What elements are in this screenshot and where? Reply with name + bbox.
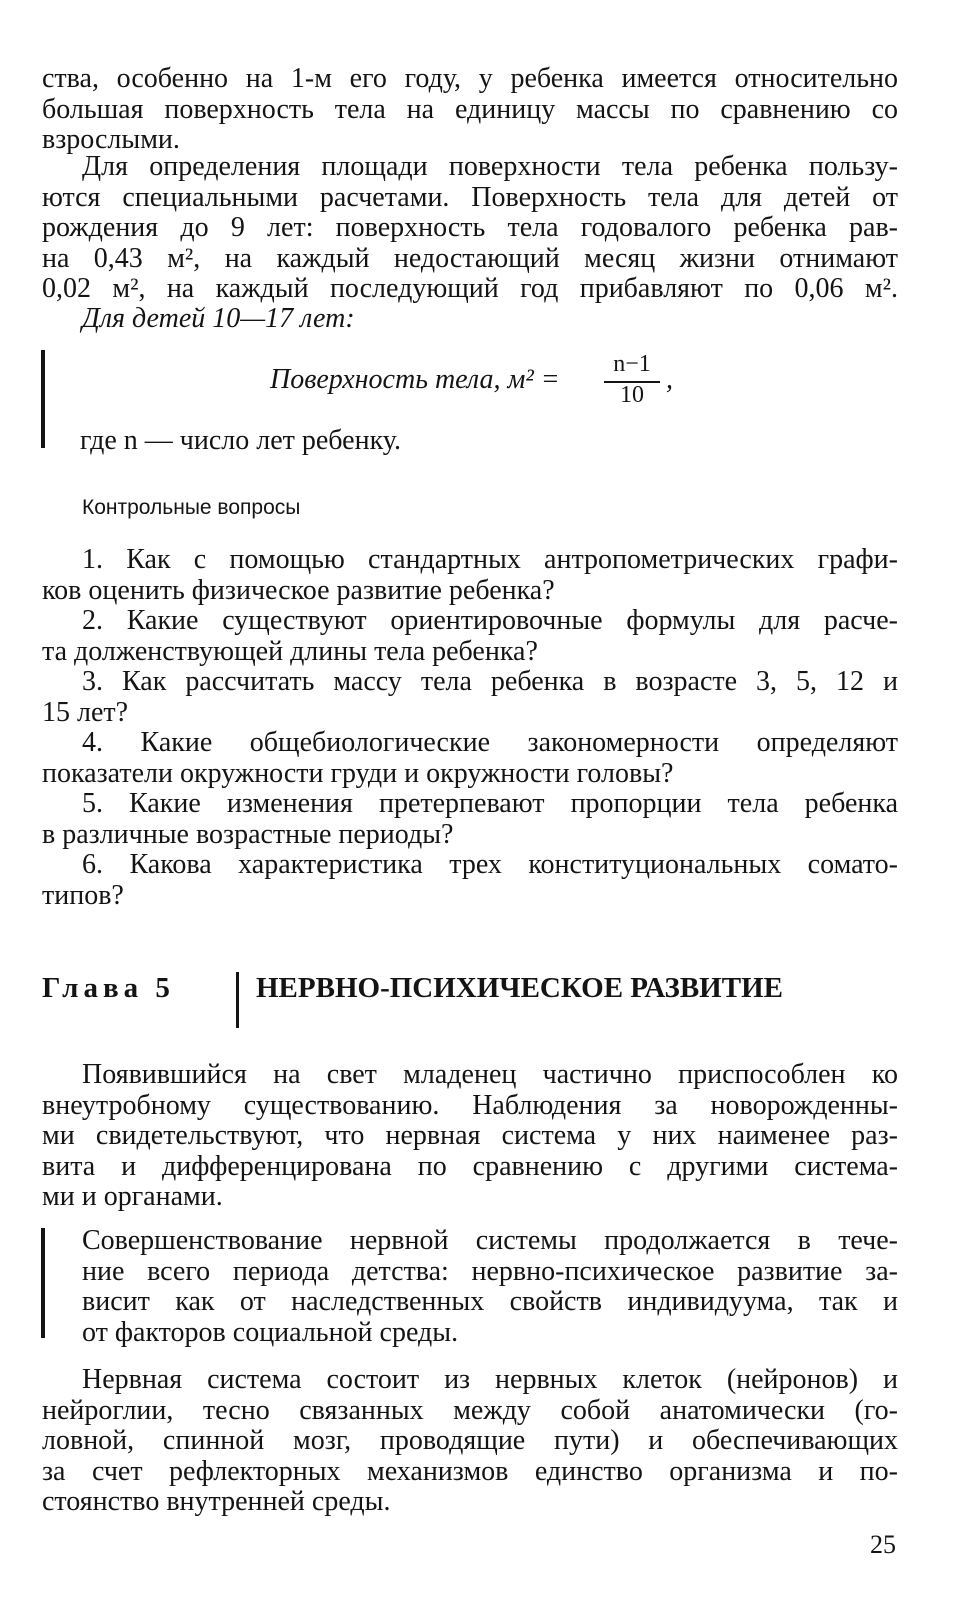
text-line: от факторов социальной среды. [82, 1316, 459, 1348]
formula-denominator: 10 [620, 382, 644, 408]
chapter-label: Глава 5 [42, 972, 175, 1004]
text-line: стоянство внутренней среды. [42, 1486, 391, 1517]
older-children-label: Для детей 10—17 лет: [82, 303, 355, 334]
text-line: Для определения площади поверхности тела ребенка пользу- [82, 151, 898, 182]
text-line: ние всего периода детства: нервно-психическое развитие за- [82, 1255, 898, 1287]
text-line: рождения до 9 лет: поверхность тела годовалого ребенка рав- [42, 212, 898, 243]
text-line: ков оценить физическое развитие ребенка? [42, 574, 555, 606]
text-line: за счет рефлекторных механизмов единство организма и по- [42, 1455, 898, 1487]
chapter-paragraph-3 [42, 1365, 898, 1518]
text-line: 3. Как рассчитать массу тела ребенка в возрасте 3, 5, 12 и [82, 666, 898, 697]
text-line: Появившийся на свет младенец частично приспособлен ко [82, 1059, 898, 1090]
chapter-title: НЕРВНО-ПСИХИЧЕСКОЕ РАЗВИТИЕ [256, 972, 783, 1004]
text-line: 1. Как с помощью стандартных антропометрических графи- [82, 544, 898, 575]
formula-comma: , [666, 364, 673, 395]
text-line: показатели окружности груди и окружности головы? [42, 757, 674, 789]
text-line: висит как от наследственных свойств индивидуума, так и [82, 1286, 898, 1317]
paragraph-continuation [42, 64, 898, 156]
chapter-paragraph-2 [82, 1226, 898, 1348]
text-line: 0,02 м², на каждый последующий год прибавляют по 0,06 м². [42, 273, 898, 304]
margin-bar-highlight [41, 1228, 45, 1338]
question-item [42, 789, 898, 850]
question-item [42, 545, 898, 606]
text-line: на 0,43 м², на каждый недостающий месяц жизни отнимают [42, 242, 898, 274]
questions-heading: Контрольные вопросы [82, 496, 301, 519]
paragraph-body-surface [42, 152, 898, 305]
text-line: 6. Какова характеристика трех конституциональных сомато- [82, 849, 898, 880]
question-item [42, 606, 898, 667]
page-number: 25 [870, 1530, 896, 1559]
chapter-divider [236, 972, 239, 1028]
text-line: 2. Какие существуют ориентировочные формулы для расче- [82, 605, 898, 636]
text-line: ются специальными расчетами. Поверхность тела для детей от [42, 181, 898, 213]
question-item [42, 667, 898, 728]
questions-list [42, 545, 898, 911]
text-line: внеутробному существованию. Наблюдения за новорожденны- [42, 1089, 898, 1121]
text-line: нейроглии, тесно связанных между собой анатомически (го- [42, 1394, 898, 1426]
text-line: 15 лет? [42, 696, 129, 728]
chapter-paragraph-1 [42, 1060, 898, 1213]
text-line: та долженствующей длины тела ребенка? [42, 635, 538, 667]
question-item [42, 728, 898, 789]
margin-bar-formula [41, 350, 45, 448]
text-line: ловной, спинной мозг, проводящие пути) и обеспечивающих [42, 1425, 898, 1456]
text-line: ми и органами. [42, 1181, 223, 1212]
formula-note: где n — число лет ребенку. [80, 425, 401, 456]
text-line: ства, особенно на 1-м его году, у ребенка имеется относительно [42, 63, 898, 94]
text-line: типов? [42, 879, 124, 911]
text-line: 5. Какие изменения претерпевают пропорции тела ребенка [82, 788, 898, 819]
text-line: 4. Какие общебиологические закономерности определяют [82, 727, 898, 758]
text-line: Нервная система состоит из нервных клеток (нейронов) и [82, 1364, 898, 1395]
text-line: большая поверхность тела на единицу массы по сравнению со [42, 93, 898, 125]
formula-numerator: n−1 [613, 351, 651, 377]
formula-lhs: Поверхность тела, м² = [270, 364, 560, 395]
text-line: вита и дифференцирована по сравнению с другими система- [42, 1150, 898, 1182]
text-line: в различные возрастные периоды? [42, 818, 454, 850]
question-item [42, 850, 898, 911]
text-line: Совершенствование нервной системы продолжается в тече- [82, 1225, 898, 1256]
text-line: взрослыми. [42, 124, 180, 155]
text-line: ми свидетельствуют, что нервная система у них наименее раз- [42, 1120, 898, 1151]
